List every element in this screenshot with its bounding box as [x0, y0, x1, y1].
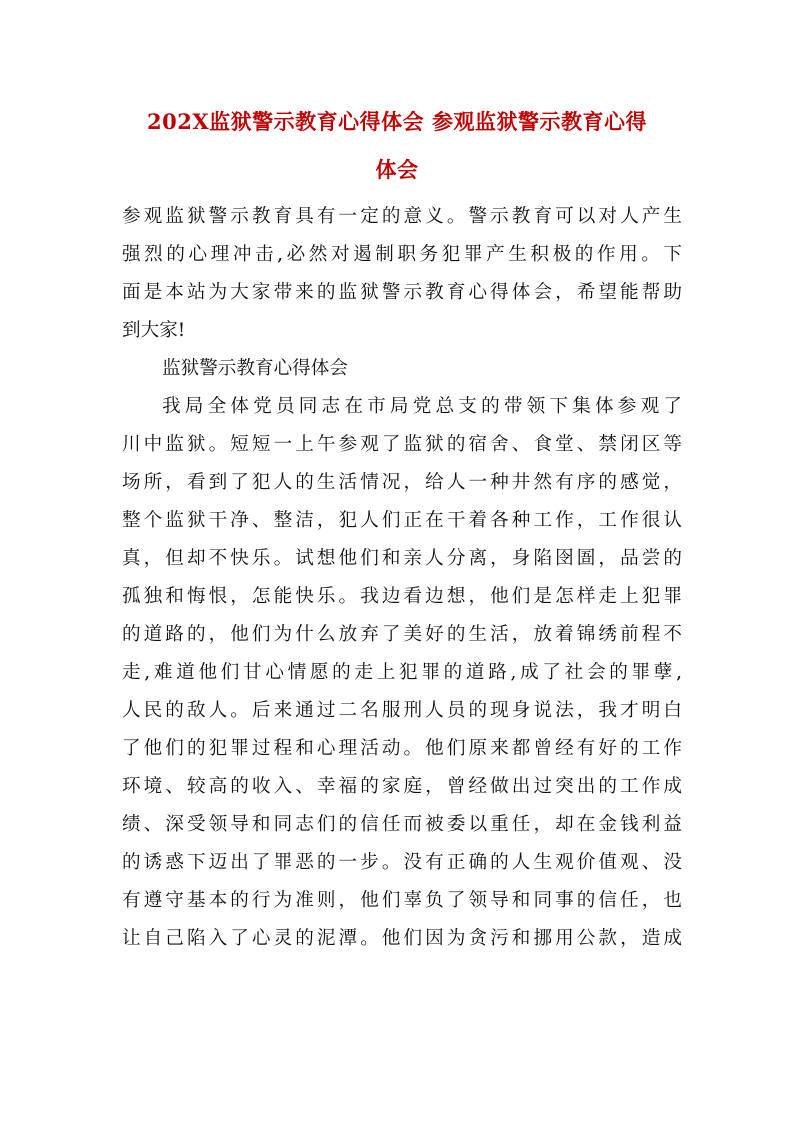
title-line-2: 体会 [375, 157, 419, 182]
document-title [100, 98, 694, 194]
section-heading: 监狱警示教育心得体会 [162, 358, 348, 379]
paragraph-line: 人民的敌人。后来通过二名服刑人员的现身说法，我才明白 [122, 700, 682, 721]
paragraph-line: 场所，看到了犯人的生活情况，给人一种井然有序的感觉， [122, 472, 682, 493]
intro-line: 强烈的心理冲击,必然对遏制职务犯罪产生积极的作用。下 [122, 244, 682, 265]
intro-line: 面是本站为大家带来的监狱警示教育心得体会，希望能帮助 [122, 282, 682, 303]
paragraph-line: 的诱惑下迈出了罪恶的一步。没有正确的人生观价值观、没 [122, 852, 682, 873]
document-body [122, 198, 682, 958]
intro-line: 参观监狱警示教育具有一定的意义。警示教育可以对人产生 [122, 206, 682, 227]
paragraph-line: 我局全体党员同志在市局党总支的带领下集体参观了 [162, 396, 682, 417]
paragraph-line: 川中监狱。短短一上午参观了监狱的宿舍、食堂、禁闭区等 [122, 434, 682, 455]
paragraph-line: 了他们的犯罪过程和心理活动。他们原来都曾经有好的工作 [122, 738, 682, 759]
intro-line: 到大家! [122, 320, 186, 341]
paragraph-line: 孤独和悔恨，怎能快乐。我边看边想，他们是怎样走上犯罪 [122, 586, 682, 607]
intro-paragraph [122, 198, 682, 350]
paragraph-line: 环境、较高的收入、幸福的家庭，曾经做出过突出的工作成 [122, 776, 682, 797]
body-paragraph [122, 388, 682, 958]
title-line-1: 202X监狱警示教育心得体会 参观监狱警示教育心得 [147, 109, 647, 134]
paragraph-line: 真，但却不快乐。试想他们和亲人分离，身陷囹圄，品尝的 [122, 548, 682, 569]
paragraph-line: 整个监狱干净、整洁，犯人们正在干着各种工作，工作很认 [122, 510, 682, 531]
paragraph-line: 有遵守基本的行为准则，他们辜负了领导和同事的信任，也 [122, 890, 682, 911]
paragraph-line: 走,难道他们甘心情愿的走上犯罪的道路,成了社会的罪孽, [122, 662, 682, 683]
paragraph-line: 绩、深受领导和同志们的信任而被委以重任，却在金钱利益 [122, 814, 682, 835]
paragraph-line: 的道路的，他们为什么放弃了美好的生活，放着锦绣前程不 [122, 624, 682, 645]
paragraph-line: 让自己陷入了心灵的泥潭。他们因为贪污和挪用公款，造成 [122, 928, 682, 949]
